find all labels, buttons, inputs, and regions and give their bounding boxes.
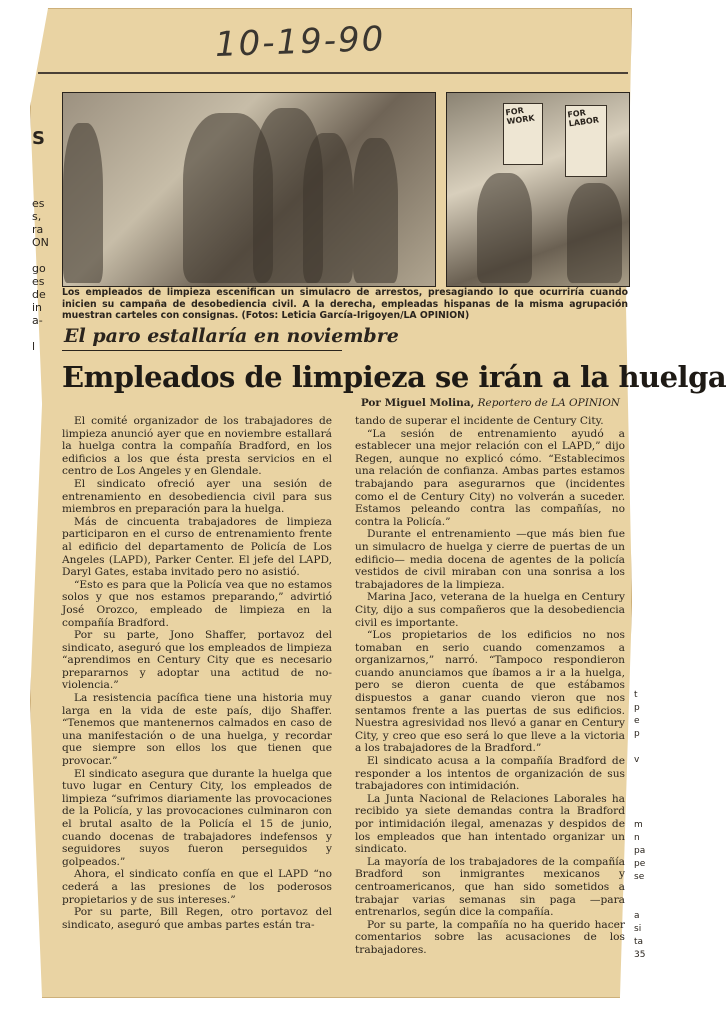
side-fragment: p: [634, 703, 640, 713]
kicker: El paro estallaría en noviembre: [64, 325, 399, 347]
paragraph: Por su parte, Jono Shaffer, portavoz del sindicato, aseguró que los empleados de limpieza “aprendimos en Century City que es necesario prepararnos y adoptar una actitud de no-violencia.”: [62, 629, 332, 692]
paragraph: La resistencia pacífica tiene una historia muy larga en la vida de este país, dijo Shaffer. “Tenemos que mantenernos calmados en caso de una manifestación o de una huelga, y recordar que siempre son ellos los que tienen que provocar.”: [62, 692, 332, 768]
side-fragment: ta: [634, 937, 644, 947]
side-fragment: 35: [634, 950, 646, 960]
side-fragment: a: [634, 911, 640, 921]
side-fragment: v: [634, 755, 640, 765]
kicker-rule: [62, 350, 342, 351]
byline-author: Por Miguel Molina,: [360, 397, 475, 409]
paragraph: Ahora, el sindicato confía en que el LAPD “no cederá a las presiones de los poderosos propietarios y de sus intereses.”: [62, 868, 332, 906]
paragraph: El comité organizador de los trabajadores de limpieza anunció ayer que en noviembre estallará la huelga contra la compañía Bradford, en los edificios a los que ésta presta servicios en el centro de Los Angeles y en Glendale.: [62, 415, 332, 478]
paragraph: “Los propietarios de los edificios no nos tomaban en serio cuando comenzamos a organizarnos,” narró. “Tampoco respondieron cuando anunciamos que íbamos a ir a la huelga, pero se dieron cuenta de que estábamos dispuestos a ganar cuando vieron que nos sentamos frente a las puertas de sus edificios. Nuestra agresividad nos llevó a ganar en Century City, y creo que eso será lo que lleve a la victoria a los trabajadores de la Bradford.”: [355, 629, 625, 755]
figure-silhouette: [353, 138, 398, 283]
paragraph: La mayoría de los trabajadores de la compañía Bradford son inmigrantes mexicanos y centroamericanos, que han sido sometidos a trabajar varias semanas sin paga —para entrenarlos, según dice la compañía.: [355, 855, 625, 919]
side-fragment: p: [634, 729, 640, 739]
paragraph: Marina Jaco, veterana de la huelga en Century City, dijo a sus compañeros que la desobediencia civil es importante.: [355, 591, 625, 629]
side-fragment: go: [32, 262, 46, 275]
paragraph: La Junta Nacional de Relaciones Laborales ha recibido ya siete demandas contra la Bradford por intimidación ilegal, amenazas y despidos de los empleados que han intentado organizar un sindicato.: [355, 792, 625, 856]
article-column-2: [355, 415, 625, 957]
figure-silhouette: [567, 183, 622, 283]
side-fragment: in: [32, 301, 43, 314]
paragraph: Por su parte, Bill Regen, otro portavoz del sindicato, aseguró que ambas partes están tra-: [62, 906, 332, 931]
side-fragment: de: [32, 288, 46, 301]
side-fragment: e: [634, 716, 640, 726]
side-fragment: se: [634, 872, 645, 882]
paragraph: tando de superar el incidente de Century City.: [355, 415, 604, 427]
paragraph: El sindicato acusa a la compañía Bradford de responder a los intentos de organización de sus trabajadores con intimidación.: [355, 755, 625, 793]
protest-sign: FOR LABOR: [565, 105, 607, 177]
top-rule: [38, 72, 628, 74]
figure-silhouette: [63, 123, 103, 283]
paragraph: El sindicato ofreció ayer una sesión de entrenamiento en desobediencia civil para sus miembros en preparación para la huelga.: [62, 477, 332, 516]
paragraph: Durante el entrenamiento —que más bien fue un simulacro de huelga y cierre de puertas de un edificio— media docena de agentes de la policía vestidos de civil miraban con una sonrisa a los trabajadores de la limpieza.: [355, 528, 625, 591]
byline: [250, 397, 620, 409]
protest-sign: FOR WORK: [503, 103, 543, 165]
side-fragment: ra: [32, 223, 44, 236]
paragraph: “Esto es para que la Policía vea que no estamos solos y que nos estamos preparando,” advirtió José Orozco, empleado de limpieza en la compañía Bradford.: [62, 578, 332, 629]
paragraph: Más de cincuenta trabajadores de limpieza participaron en el curso de entrenamiento frente al edificio del departamento de Policía de Los Angeles (LAPD), Parker Center. El jefe del LAPD, Daryl Gates, estaba invitado pero no asistió.: [62, 515, 332, 579]
side-fragment: m: [634, 820, 643, 830]
side-fragment: s,: [32, 210, 42, 223]
article-column-1: [62, 415, 332, 931]
photo-caption: Los empleados de limpieza escenifican un simulacro de arrestos, presagiando lo que ocurriría cuando inicien su campaña de desobediencia civil. A la derecha, empleadas hispanas de la misma agrupación muestran carteles con consignas. (Fotos: Leticia García-Irigoyen/LA OPINION): [62, 287, 628, 321]
figure-silhouette: [477, 173, 532, 283]
side-fragment: pe: [634, 859, 646, 869]
side-fragment: pa: [634, 846, 646, 856]
handwritten-date: 10-19-90: [214, 19, 386, 65]
figure-silhouette: [303, 133, 353, 283]
side-fragment: a-: [32, 314, 43, 327]
side-fragment: l: [32, 340, 36, 353]
side-fragment: es: [32, 275, 45, 288]
side-fragment: S: [32, 128, 45, 149]
photo-arrest-simulation: [62, 92, 436, 287]
side-fragment: es: [32, 197, 45, 210]
side-fragment: n: [634, 833, 640, 843]
paragraph: El sindicato asegura que durante la huelga que tuvo lugar en Century City, los empleados de limpieza “sufrimos diariamente las provocaciones de la Policía, y las provocaciones culminaron con el brutal asalto de la Policía el 15 de junio, cuando docenas de trabajadores indefensos y seguidores suyos fueron perseguidos y golpeados.”: [62, 767, 332, 868]
paragraph: Por su parte, la compañía no ha querido hacer comentarios sobre las acusaciones de los trabajadores.: [355, 918, 625, 956]
side-fragment: ON: [32, 236, 49, 249]
photo-protest-signs: [446, 92, 630, 287]
paragraph: “La sesión de entrenamiento ayudó a establecer una mejor relación con el LAPD,” dijo Regen, aunque no explicó cómo. “Establecimos una relación de confianza. Ambas partes estamos trabajando para asegurarnos que (incidentes como el de Century City) no volverán a suceder. Estamos peleando contra las compañías, no contra la Policía.”: [355, 427, 625, 528]
byline-role: Reportero de LA OPINION: [477, 397, 620, 409]
headline: Empleados de limpieza se irán a la huelga: [62, 360, 726, 394]
side-fragment: si: [634, 924, 642, 934]
side-fragment: t: [634, 690, 638, 700]
